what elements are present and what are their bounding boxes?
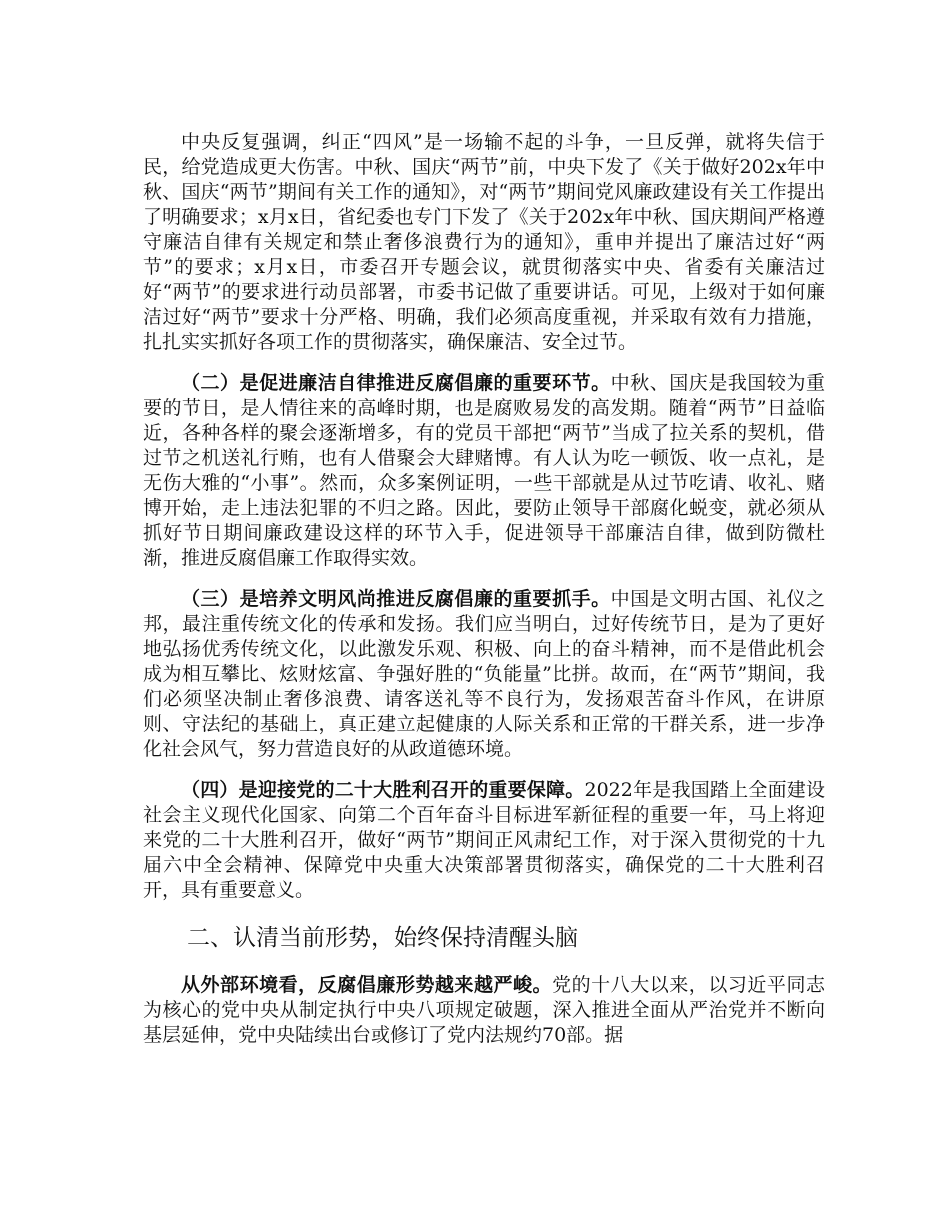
paragraph-section-2 xyxy=(143,371,825,571)
document-page xyxy=(143,130,825,1064)
paragraph-section-4-lead: （四）是迎接党的二十大胜利召开的重要保障。 xyxy=(181,779,585,801)
paragraph-final-lead: 从外部环境看，反腐倡廉形势越来越严峻。 xyxy=(181,974,553,996)
paragraph-final-text: 党的十八大以来，以习近平同志为核心的党中央从制定执行中央八项规定破题，深入推进全面从严治党并不断向基层延伸，党中央陆续出台或修订了党内法规约70部。据 xyxy=(143,974,825,1046)
paragraph-intro xyxy=(143,130,825,355)
paragraph-section-3 xyxy=(143,587,825,762)
paragraph-intro-text: 中央反复强调，纠正“四风”是一场输不起的斗争，一旦反弹，就将失信于民，给党造成更大伤害。中秋、国庆“两节”前，中央下发了《关于做好202x年中秋、国庆“两节”期间有关工作的通知》，对“两节”期间党风廉政建设有关工作提出了明确要求；x月x日，省纪委也专门下发了《关于202x年中秋、国庆期间严格遵守廉洁自律有关规定和禁止奢侈浪费行为的通知》，重申并提出了廉洁过好“两节”的要求；x月x日，市委召开专题会议，就贯彻落实中央、省委有关廉洁过好“两节”的要求进行动员部署，市委书记做了重要讲话。可见，上级对于如何廉洁过好“两节”要求十分严格、明确，我们必须高度重视，并采取有效有力措施，扎扎实实抓好各项工作的贯彻落实，确保廉洁、安全过节。 xyxy=(143,131,825,353)
paragraph-final xyxy=(143,973,825,1048)
paragraph-section-4-text: 2022年是我国踏上全面建设社会主义现代化国家、向第二个百年奋斗目标进军新征程的重要一年，马上将迎来党的二十大胜利召开，做好“两节”期间正风肃纪工作，对于深入贯彻党的十九届六中全会精神、保障党中央重大决策部署贯彻落实，确保党的二十大胜利召开，具有重要意义。 xyxy=(143,779,825,901)
paragraph-section-2-lead: （二）是促进廉洁自律推进反腐倡廉的重要环节。 xyxy=(181,372,611,394)
section-heading: 二、认清当前形势，始终保持清醒头脑 xyxy=(187,925,578,951)
paragraph-section-2-text: 中秋、国庆是我国较为重要的节日，是人情往来的高峰时期，也是腐败易发的高发期。随着“两节”日益临近，各种各样的聚会逐渐增多，有的党员干部把“两节”当成了拉关系的契机，借过节之机送礼行贿，也有人借聚会大肆赌博。有人认为吃一顿饭、收一点礼，是无伤大雅的“小事”。然而，众多案例证明，一些干部就是从过节吃请、收礼、赌博开始，走上违法犯罪的不归之路。因此，要防止领导干部腐化蜕变，就必须从抓好节日期间廉政建设这样的环节入手，促进领导干部廉洁自律，做到防微杜渐，推进反腐倡廉工作取得实效。 xyxy=(143,372,825,569)
paragraph-section-3-lead: （三）是培养文明风尚推进反腐倡廉的重要抓手。 xyxy=(181,588,611,610)
paragraph-section-3-text: 中国是文明古国、礼仪之邦，最注重传统文化的传承和发扬。我们应当明白，过好传统节日，是为了更好地弘扬优秀传统文化，以此激发乐观、积极、向上的奋斗精神，而不是借此机会成为相互攀比、炫财炫富、争强好胜的“负能量”比拼。故而，在“两节”期间，我们必须坚决制止奢侈浪费、请客送礼等不良行为，发扬艰苦奋斗作风，在讲原则、守法纪的基础上，真正建立起健康的人际关系和正常的干群关系，进一步净化社会风气，努力营造良好的从政道德环境。 xyxy=(143,588,825,760)
paragraph-section-4 xyxy=(143,778,825,903)
